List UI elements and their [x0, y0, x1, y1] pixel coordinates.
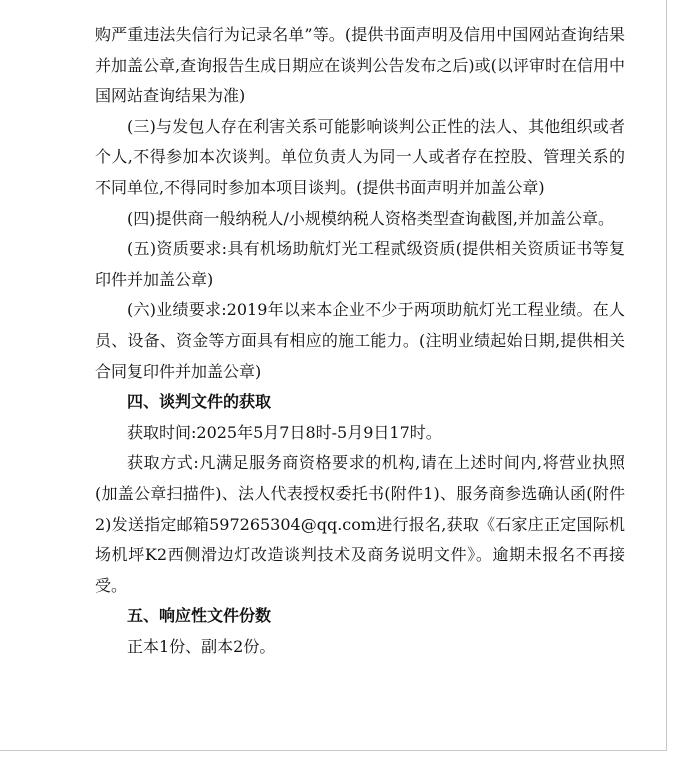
- paragraph-acquisition-method: 获取方式:凡满足服务商资格要求的机构,请在上述时间内,将营业执照(加盖公章扫描件)、法人代表授权委托书(附件1)、服务商参选确认函(附件2)发送指定邮箱597265304@qq.com进行报名,获取《石家庄正定国际机场机坪K2西侧滑边灯改造谈判技术及商务说明文件》。逾期未报名不再接受。: [95, 453, 625, 595]
- document-body: [95, 20, 625, 662]
- paragraph-performance: (六)业绩要求:2019年以来本企业不少于两项助航灯光工程业绩。在人员、设备、资金等方面具有相应的施工能力。(注明业绩起始日期,提供相关合同复印件并加盖公章): [95, 300, 625, 381]
- paragraph-acquisition-time: 获取时间:2025年5月7日8时-5月9日17时。: [127, 422, 442, 442]
- paragraph-conflict-of-interest: (三)与发包人存在利害关系可能影响谈判公正性的法人、其他组织或者个人,不得参加本次谈判。单位负责人为同一人或者存在控股、管理关系的不同单位,不得同时参加本项目谈判。(提供书面声明并加盖公章): [95, 116, 625, 197]
- heading-document-acquisition: 四、谈判文件的获取: [127, 392, 272, 412]
- heading-response-copies: 五、响应性文件份数: [127, 606, 272, 626]
- paragraph-qualification: (五)资质要求:具有机场助航灯光工程贰级资质(提供相关资质证书等复印件并加盖公章): [95, 239, 625, 289]
- paragraph-credit-check: 购严重违法失信行为记录名单”等。(提供书面声明及信用中国网站查询结果并加盖公章,查询报告生成日期应在谈判公告发布之后)或(以评审时在信用中国网站查询结果为准): [95, 25, 625, 106]
- paragraph-taxpayer-type: (四)提供商一般纳税人/小规模纳税人资格类型查询截图,并加盖公章。: [127, 208, 614, 228]
- paragraph-copies-count: 正本1份、副本2份。: [127, 636, 276, 656]
